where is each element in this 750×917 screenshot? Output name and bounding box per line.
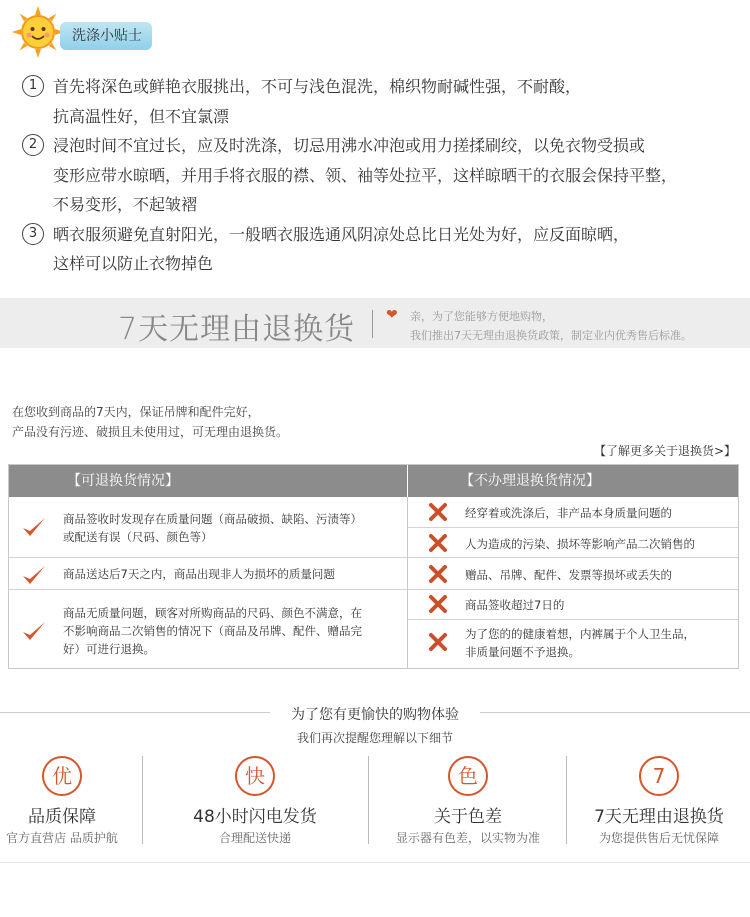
quality-icon: 优 — [42, 756, 82, 796]
feature-name: 7天无理由退换货 — [594, 807, 724, 827]
seven-icon: 7 — [639, 756, 679, 796]
non-returnable-line: 商品签收超过7日的 — [465, 598, 565, 612]
returnable-line: 不影响商品二次销售的情况下（商品及吊牌、配件、赠品完 — [63, 624, 362, 638]
feature-divider — [566, 756, 567, 844]
tip-item — [22, 72, 742, 131]
banner-divider — [372, 310, 373, 338]
tip-item — [22, 220, 742, 279]
tip-number: 2 — [22, 134, 44, 156]
banner-note-line1: 亲，为了您能够方便地购物， — [410, 310, 553, 323]
fast-icon: 快 — [235, 756, 275, 796]
row-divider — [9, 557, 407, 558]
feature-name: 关于色差 — [434, 807, 502, 827]
non-returnable-line: 赠品、吊牌、配件、发票等损坏或丢失的 — [465, 568, 672, 582]
footer-title-text: 为了您有更愉快的购物体验 — [285, 707, 465, 723]
non-returnable-line: 为了您的的健康着想，内裤属于个人卫生品， — [465, 627, 695, 641]
feature-name: 48小时闪电发货 — [193, 807, 317, 827]
feature-quality — [0, 756, 137, 846]
non-returnable-line: 非质量问题不予退换。 — [465, 645, 580, 659]
returnable-line: 好）可进行退换。 — [63, 642, 155, 656]
check-icon — [21, 564, 47, 586]
non-returnable-item — [465, 566, 735, 584]
feature-desc: 合理配送快递 — [218, 831, 291, 845]
feature-desc: 官方直营店 品质护航 — [6, 831, 118, 845]
tip-line: 抗高温性好，但不宜氯漂 — [53, 106, 230, 126]
sun-icon — [12, 6, 64, 58]
row-divider — [408, 527, 738, 528]
washing-tips-header — [12, 6, 212, 56]
feature-name: 品质保障 — [28, 807, 96, 827]
feature-7day-return — [584, 756, 734, 846]
feature-color-difference — [393, 756, 543, 846]
feature-divider — [142, 756, 143, 844]
color-icon: 色 — [448, 756, 488, 796]
cross-icon — [429, 595, 447, 613]
footer-bottom-rule — [0, 862, 750, 863]
tip-number: 3 — [22, 223, 44, 245]
tips-label: 洗涤小贴士 — [60, 22, 152, 50]
non-returnable-header: 【不办理退换货情况】 — [408, 465, 738, 497]
returnable-header: 【可退换货情况】 — [9, 465, 407, 497]
row-divider — [408, 557, 738, 558]
tip-line: 首先将深色或鲜艳衣服挑出，不可与浅色混洗，棉织物耐碱性强，不耐酸， — [53, 77, 582, 96]
cross-icon — [429, 534, 447, 552]
tip-number: 1 — [22, 75, 44, 97]
returnable-line: 商品签收时发现存在质量问题（商品破损、缺陷、污渍等） — [63, 512, 362, 526]
non-returnable-item — [465, 535, 735, 553]
check-icon — [21, 620, 47, 642]
tip-line: 浸泡时间不宜过长，应及时洗涤，切忌用沸水冲泡或用力搓揉刷绞，以免衣物受损或 — [53, 136, 646, 155]
heart-icon: ❤ — [386, 307, 398, 323]
return-policy-banner — [0, 298, 750, 348]
return-conditions-table — [8, 464, 739, 669]
learn-more-link[interactable]: 【了解更多关于退换货>】 — [593, 444, 736, 458]
tip-line: 晒衣服须避免直射阳光，一般晒衣服选通风阴凉处总比日光处为好，应反面晾晒， — [53, 224, 630, 244]
washing-tips-list — [22, 72, 742, 279]
feature-desc: 为您提供售后无忧保障 — [598, 831, 719, 845]
tip-line: 变形应带水晾晒，并用手将衣服的襟、领、袖等处拉平，这样晾晒干的衣服会保持平整， — [53, 165, 678, 185]
cross-icon — [429, 633, 447, 651]
tip-line: 不易变形，不起皱褶 — [53, 195, 198, 214]
column-divider — [407, 497, 408, 668]
non-returnable-item — [465, 625, 735, 661]
row-divider — [408, 619, 738, 620]
returnable-line: 商品送达后7天之内，商品出现非人为损坏的质量问题 — [63, 567, 335, 581]
tip-item — [22, 131, 742, 220]
tip-line: 这样可以防止衣物掉色 — [53, 254, 214, 273]
returnable-item — [63, 604, 403, 658]
returnable-line: 商品无质量问题，顾客对所购商品的尺码、颜色不满意，在 — [63, 606, 362, 620]
non-returnable-item — [465, 504, 735, 522]
banner-note-line2: 我们推出7天无理由退换货政策，制定业内优秀售后标准。 — [410, 329, 692, 342]
intro-line: 产品没有污迹、破损且未使用过，可无理由退换货。 — [12, 425, 289, 439]
banner-title: 7天无理由退换货 — [118, 312, 356, 347]
returnable-line: 或配送有误（尺码、颜色等） — [63, 530, 213, 544]
row-divider — [408, 589, 738, 590]
check-icon — [21, 516, 47, 538]
feature-divider — [368, 756, 369, 844]
footer-subtitle: 我们再次提醒您理解以下细节 — [296, 731, 453, 745]
feature-fast-shipping — [180, 756, 330, 846]
non-returnable-line: 经穿着或洗涤后，非产品本身质量问题的 — [465, 506, 672, 520]
non-returnable-item — [465, 596, 735, 614]
row-divider — [9, 589, 407, 590]
returnable-item — [63, 565, 403, 583]
cross-icon — [429, 503, 447, 521]
non-returnable-line: 人为造成的污染、损坏等影响产品二次销售的 — [465, 537, 695, 551]
cross-icon — [429, 565, 447, 583]
intro-line: 在您收到商品的7天内，保证吊牌和配件完好， — [12, 405, 260, 419]
return-intro — [12, 402, 288, 442]
returnable-item — [63, 510, 403, 546]
feature-desc: 显示器有色差，以实物为准 — [395, 831, 540, 845]
footer-title — [0, 704, 750, 724]
